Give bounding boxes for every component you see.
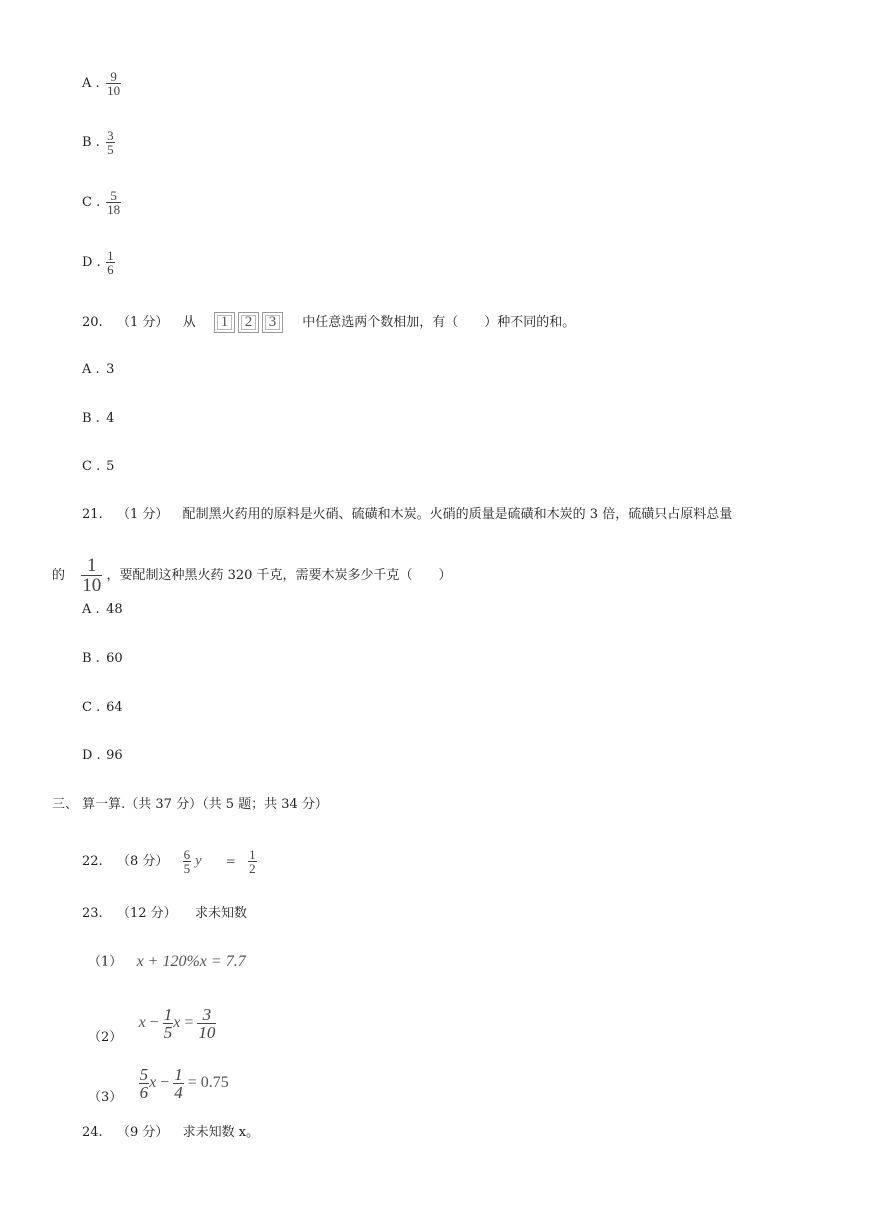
sub-question-label: （2） xyxy=(88,1030,123,1045)
option-text: 60 xyxy=(106,651,123,666)
fraction xyxy=(106,70,121,97)
option-text: 96 xyxy=(106,748,123,763)
number-card: 2 xyxy=(238,312,259,333)
operator: − xyxy=(149,1014,159,1032)
number-card: 3 xyxy=(262,312,283,333)
denominator: 6 xyxy=(139,1083,149,1102)
question-text: ，要配制这种黑火药 320 千克，需要木炭多少千克（ ） xyxy=(106,568,452,583)
denominator: 10 xyxy=(82,575,102,596)
question-number: 22. xyxy=(82,854,103,869)
option-a xyxy=(82,70,121,97)
option-text: 5 xyxy=(106,459,115,474)
option-label: B . xyxy=(82,411,100,426)
equation xyxy=(138,1005,217,1042)
option-text: 48 xyxy=(106,602,123,617)
option-label: C . xyxy=(82,459,101,474)
question-number: 21. xyxy=(82,507,103,522)
numerator: 1 xyxy=(174,1065,183,1084)
fraction xyxy=(183,848,192,875)
sub-question-2 xyxy=(88,1006,216,1048)
question-score: （1 分） xyxy=(116,507,169,522)
section-heading: 三、 算一算.（共 37 分）（共 5 题；共 34 分） xyxy=(52,797,328,812)
question-score: （12 分） xyxy=(116,906,177,921)
question-number: 24. xyxy=(82,1125,103,1140)
fraction xyxy=(106,129,115,156)
fraction xyxy=(248,848,257,875)
option-label: D . xyxy=(82,748,101,763)
option-a xyxy=(82,600,123,620)
numerator: 3 xyxy=(202,1005,212,1024)
denominator: 5 xyxy=(107,142,114,157)
fraction xyxy=(106,189,121,216)
option-label: A . xyxy=(82,602,100,617)
question-number: 20. xyxy=(82,315,103,330)
option-d xyxy=(82,249,115,276)
numerator: 3 xyxy=(107,128,114,143)
option-c xyxy=(82,457,114,477)
variable: x xyxy=(138,1014,146,1032)
option-a xyxy=(82,360,114,380)
fraction xyxy=(139,1066,150,1101)
question-score: （9 分） xyxy=(116,1125,169,1140)
option-c xyxy=(82,698,123,718)
denominator: 4 xyxy=(174,1083,183,1102)
numerator: 9 xyxy=(110,69,117,84)
equation xyxy=(139,1065,229,1102)
question-score: （1 分） xyxy=(116,315,169,330)
option-label: A . xyxy=(82,76,100,91)
option-b xyxy=(82,409,114,429)
option-d xyxy=(82,746,123,766)
option-text: 4 xyxy=(106,411,115,426)
equation-rhs: = 0.75 xyxy=(187,1074,229,1092)
option-label: B . xyxy=(82,651,100,666)
question-21-continued xyxy=(52,556,452,595)
question-text: 从 xyxy=(182,315,196,330)
option-b xyxy=(82,129,115,156)
numerator: 6 xyxy=(183,847,191,862)
sub-question-3 xyxy=(88,1066,229,1108)
equation: x + 120%x = 7.7 xyxy=(136,953,246,970)
equals-sign: = xyxy=(184,1014,194,1032)
option-text: 3 xyxy=(106,362,115,377)
operator: − xyxy=(160,1074,170,1092)
option-label: D . xyxy=(82,255,101,270)
denominator: 6 xyxy=(107,262,114,277)
question-number: 23. xyxy=(82,906,103,921)
denominator: 5 xyxy=(183,861,191,876)
question-22 xyxy=(82,848,257,875)
variable: x xyxy=(173,1014,181,1032)
option-label: C . xyxy=(82,195,101,210)
option-c xyxy=(82,189,121,216)
fraction xyxy=(163,1006,174,1041)
fraction xyxy=(173,1066,184,1101)
numerator: 1 xyxy=(249,847,256,862)
question-text: 配制黑火药用的原料是火硝、硫磺和木炭。火硝的质量是硫磺和木炭的 3 倍，硫磺只占原料总量 xyxy=(182,507,733,522)
denominator: 5 xyxy=(163,1023,173,1042)
equals-sign: = xyxy=(225,854,236,868)
question-23 xyxy=(82,904,247,924)
question-text: 的 xyxy=(52,568,66,583)
question-21 xyxy=(82,505,732,525)
question-24 xyxy=(82,1123,259,1143)
fraction xyxy=(81,556,102,595)
number-cards xyxy=(214,315,290,330)
option-label: B . xyxy=(82,135,100,150)
denominator: 18 xyxy=(107,202,121,217)
sub-question-1 xyxy=(88,952,246,973)
denominator: 10 xyxy=(107,83,121,98)
number-card: 1 xyxy=(214,312,235,333)
sub-question-label: （3） xyxy=(88,1090,123,1105)
numerator: 1 xyxy=(87,555,97,576)
denominator: 2 xyxy=(249,861,256,876)
numerator: 5 xyxy=(139,1065,149,1084)
fraction xyxy=(197,1006,216,1041)
numerator: 5 xyxy=(110,188,117,203)
sub-question-label: （1） xyxy=(88,954,123,970)
variable: x xyxy=(149,1074,157,1092)
option-b xyxy=(82,649,123,669)
variable: y xyxy=(195,853,202,869)
question-text: 求未知数 xyxy=(194,906,247,921)
option-text: 64 xyxy=(106,700,123,715)
option-label: C . xyxy=(82,700,101,715)
fraction xyxy=(106,249,115,276)
question-20 xyxy=(82,312,575,333)
option-label: A . xyxy=(82,362,100,377)
denominator: 10 xyxy=(198,1023,216,1042)
question-score: （8 分） xyxy=(116,854,169,869)
question-text: 中任意选两个数相加，有（ ）种不同的和。 xyxy=(302,315,576,330)
numerator: 1 xyxy=(107,248,114,263)
numerator: 1 xyxy=(163,1005,173,1024)
question-text: 求未知数 x。 xyxy=(182,1125,260,1140)
